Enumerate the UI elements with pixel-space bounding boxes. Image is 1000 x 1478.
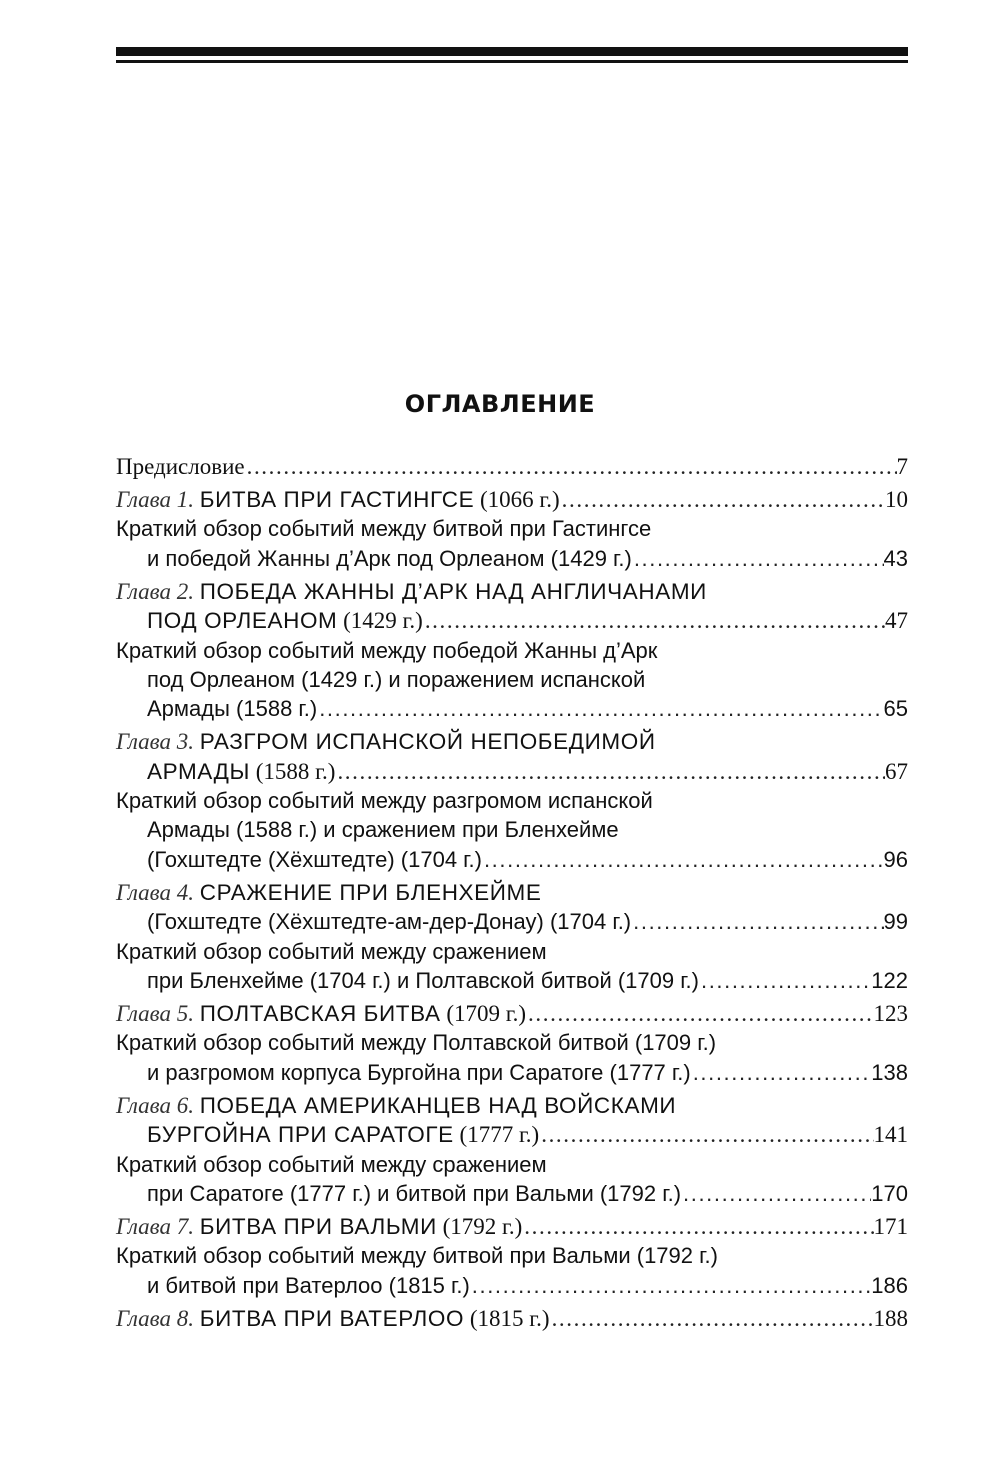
- toc-entry-chapter-2-line[interactable]: [116, 577, 908, 606]
- toc-leader-dots: [632, 544, 884, 573]
- toc-page-number: 10: [885, 486, 908, 512]
- toc-entry-summary-7-line[interactable]: Краткий обзор событий между битвой при Вальми (1792 г.): [116, 1243, 718, 1269]
- toc-leader-dots: [699, 966, 871, 995]
- toc-entry-chapter-6-line[interactable]: [116, 1091, 908, 1120]
- toc-page-number: 65: [883, 696, 908, 722]
- chapter-title: ПОБЕДА АМЕРИКАНЦЕВ НАД ВОЙСКАМИ: [199, 1092, 677, 1118]
- toc-entry-chapter-5[interactable]: [116, 999, 908, 1028]
- header-rule-thick: [116, 47, 908, 56]
- toc-entry-summary-6[interactable]: при Саратоге (1777 г.) и битвой при Вальми (1792 г.) ..... 170: [116, 1179, 908, 1208]
- toc-entry-summary-3[interactable]: (Гохштедте (Хёхштедте) (1704 г.) ..... 96: [116, 845, 908, 874]
- chapter-year: (1709 г.): [446, 1001, 527, 1026]
- chapter-year: (1066 г.): [480, 486, 560, 512]
- toc-leader-dots: [245, 452, 897, 481]
- toc-leader-dots: [335, 757, 885, 786]
- toc-page-number: 7: [896, 454, 908, 479]
- toc-leader-dots: [691, 1058, 872, 1087]
- toc-leader-dots: [631, 907, 883, 936]
- toc-entry-summary-1-line[interactable]: Краткий обзор событий между битвой при Гастингсе: [116, 516, 652, 542]
- chapter-year: (1588 г.): [255, 758, 336, 784]
- toc-entry-label: Предисловие: [116, 454, 245, 479]
- toc-entry-chapter-4-line[interactable]: [116, 878, 908, 907]
- toc-leader-dots: [470, 1271, 871, 1300]
- chapter-title-cont: АРМАДЫ: [147, 758, 251, 784]
- chapter-title-cont: БУРГОЙНА ПРИ САРАТОГЕ: [147, 1122, 454, 1148]
- chapter-title: БИТВА ПРИ ВАТЕРЛОО: [199, 1305, 465, 1331]
- toc-entry-chapter-2[interactable]: [116, 606, 908, 635]
- chapter-title: ПОЛТАВСКАЯ БИТВА: [199, 1001, 441, 1026]
- chapter-prefix: Глава 4.: [116, 879, 194, 905]
- toc-entry-summary-3-line[interactable]: Краткий обзор событий между разгромом испанской: [116, 788, 653, 814]
- chapter-prefix: Глава 8.: [116, 1305, 194, 1331]
- toc-leader-dots: [550, 1304, 874, 1333]
- toc-page-number: 188: [873, 1305, 908, 1331]
- toc-page-number: 170: [871, 1180, 908, 1206]
- chapter-year: (1429 г.): [343, 608, 423, 634]
- toc-entry-summary-2-line[interactable]: под Орлеаном (1429 г.) и поражением испанской: [147, 666, 646, 692]
- chapter-title: БИТВА ПРИ ВАЛЬМИ: [199, 1213, 437, 1239]
- toc-leader-dots: [539, 1120, 873, 1149]
- chapter-year: (1777 г.): [459, 1122, 540, 1148]
- toc-entry-chapter-4[interactable]: (Гохштедте (Хёхштедте-ам-дер-Донау) (1704 г.) ..... 99: [116, 907, 908, 936]
- toc-entry-summary-2[interactable]: Армады (1588 г.) ..... 65: [116, 694, 908, 723]
- toc-entry-summary-6-line[interactable]: Краткий обзор событий между сражением: [116, 1151, 547, 1177]
- toc-entry-chapter-6[interactable]: [116, 1120, 908, 1149]
- toc-entry-preface[interactable]: [116, 452, 908, 481]
- chapter-title: БИТВА ПРИ ГАСТИНГСЕ: [199, 486, 475, 512]
- toc-entry-chapter-1[interactable]: [116, 485, 908, 514]
- toc-entry-chapter-3[interactable]: [116, 757, 908, 786]
- toc-entry-chapter-3-line[interactable]: [116, 727, 908, 756]
- chapter-title: ПОБЕДА ЖАННЫ Д’АРК НАД АНГЛИЧАНАМИ: [199, 578, 707, 604]
- toc-entry-summary-4[interactable]: при Бленхейме (1704 г.) и Полтавской битвой (1709 г.) ..... 122: [116, 966, 908, 995]
- toc-entry-summary-4-line[interactable]: Краткий обзор событий между сражением: [116, 938, 547, 964]
- chapter-year: (1792 г.): [442, 1213, 523, 1239]
- toc-page-number: 47: [885, 608, 908, 634]
- toc-entry-summary-1[interactable]: и победой Жанны д’Арк под Орлеаном (1429 г.) ..... 43: [116, 544, 908, 573]
- chapter-title-cont: ПОД ОРЛЕАНОМ: [147, 608, 338, 634]
- toc-page-number: 186: [871, 1272, 908, 1298]
- toc-leader-dots: [681, 1179, 871, 1208]
- table-of-contents: [116, 452, 908, 1333]
- toc-leader-dots: [482, 845, 884, 874]
- toc-entry-summary-5[interactable]: и разгромом корпуса Бургойна при Саратоге (1777 г.) ..... 138: [116, 1058, 908, 1087]
- chapter-prefix: Глава 5.: [116, 1001, 194, 1026]
- header-rule-thin: [116, 60, 908, 63]
- chapter-prefix: Глава 1.: [116, 486, 194, 512]
- toc-leader-dots: [526, 999, 873, 1028]
- chapter-year: (1815 г.): [469, 1305, 550, 1331]
- chapter-title: СРАЖЕНИЕ ПРИ БЛЕНХЕЙМЕ: [199, 879, 542, 905]
- toc-entry-chapter-8[interactable]: [116, 1304, 908, 1333]
- toc-page-number: 122: [871, 968, 908, 994]
- toc-entry-summary-2-line[interactable]: Краткий обзор событий между победой Жанны д’Арк: [116, 637, 658, 663]
- toc-page-number: 123: [873, 1001, 908, 1026]
- chapter-title: РАЗГРОМ ИСПАНСКОЙ НЕПОБЕДИМОЙ: [199, 729, 656, 755]
- chapter-prefix: Глава 7.: [116, 1213, 194, 1239]
- toc-entry-chapter-7[interactable]: [116, 1212, 908, 1241]
- toc-entry-summary-3-line[interactable]: Армады (1588 г.) и сражением при Бленхейме: [147, 817, 619, 843]
- toc-page-number: 99: [883, 909, 908, 935]
- toc-entry-summary-5-line[interactable]: Краткий обзор событий между Полтавской битвой (1709 г.): [116, 1030, 717, 1056]
- toc-page-number: 138: [871, 1059, 908, 1085]
- chapter-prefix: Глава 6.: [116, 1092, 194, 1118]
- toc-page-number: 141: [873, 1122, 908, 1148]
- toc-leader-dots: [317, 694, 883, 723]
- toc-entry-summary-7[interactable]: и битвой при Ватерлоо (1815 г.) ..... 186: [116, 1271, 908, 1300]
- toc-leader-dots: [560, 485, 885, 514]
- toc-leader-dots: [522, 1212, 873, 1241]
- toc-page-number: 43: [883, 545, 908, 571]
- page-title: ОГЛАВЛЕНИЕ: [404, 390, 596, 418]
- toc-page-number: 171: [873, 1213, 908, 1239]
- chapter-prefix: Глава 3.: [116, 729, 194, 755]
- chapter-prefix: Глава 2.: [116, 578, 194, 604]
- toc-page-number: 96: [883, 846, 908, 872]
- toc-page-number: 67: [885, 758, 908, 784]
- toc-leader-dots: [423, 606, 885, 635]
